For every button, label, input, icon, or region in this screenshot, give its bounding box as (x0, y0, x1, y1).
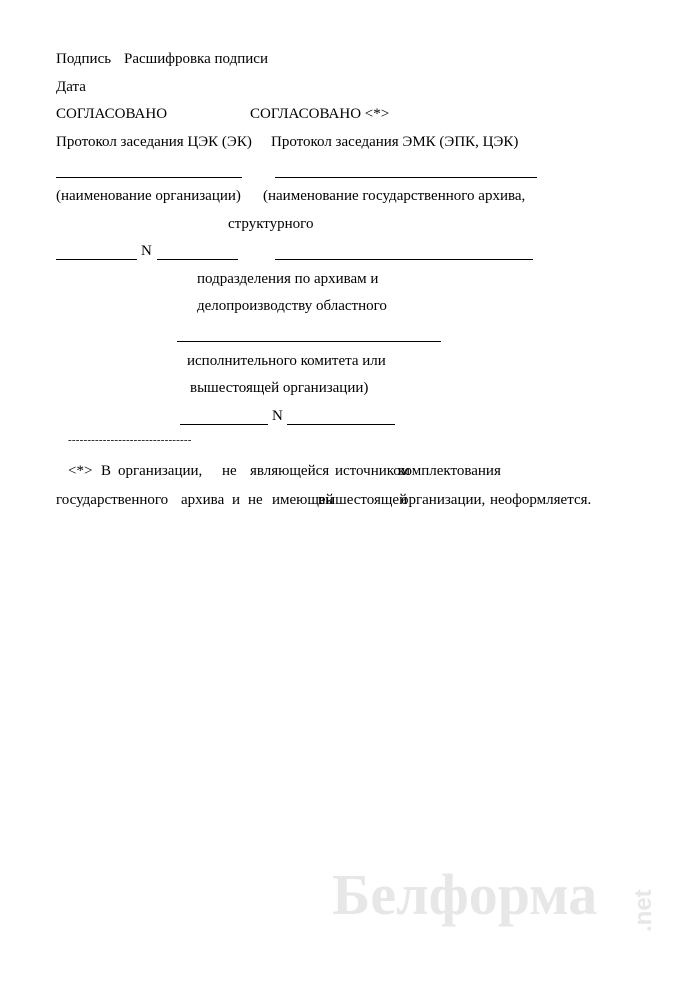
footnote-word: вышестоящей (318, 492, 408, 508)
signature-label: Подпись (56, 51, 112, 67)
archive-caption-line-5: исполнительного комитета или (187, 353, 386, 369)
approval-left-title: СОГЛАСОВАНО (56, 106, 168, 122)
approval-right-protocol: Протокол заседания ЭМК (ЭПК, ЦЭК) (271, 134, 519, 150)
footnote-word: являющейся (250, 463, 330, 479)
footnote-word: архива (181, 492, 225, 508)
signature-decode-label: Расшифровка подписи (124, 51, 268, 67)
footnote-word: организации, (401, 492, 486, 508)
committee-name-blank-line (177, 341, 441, 342)
org-name-caption: (наименование организации) (56, 188, 241, 204)
footnote-word: не (248, 492, 263, 508)
watermark-suffix: .net (630, 889, 657, 932)
archive-name-blank-line-2 (275, 259, 533, 260)
org-name-blank-line (56, 177, 242, 178)
approval-left-protocol: Протокол заседания ЦЭК (ЭК) (56, 134, 252, 150)
footnote-word: комплектования (398, 463, 501, 479)
left-number-blank-line (157, 259, 238, 260)
footnote-word: и (232, 492, 241, 508)
archive-caption-line-2: структурного (228, 216, 314, 232)
right-number-blank-line (287, 424, 395, 425)
footnote-word: имеющей (272, 492, 334, 508)
archive-caption-line-6: вышестоящей организации) (190, 380, 369, 396)
footnote-word: не (222, 463, 237, 479)
date-label: Дата (56, 79, 86, 95)
archive-name-blank-line (275, 177, 537, 178)
watermark-logo: Белформа (332, 862, 598, 927)
footnote-word: источником (335, 463, 410, 479)
archive-caption-line-1: (наименование государственного архива, (263, 188, 526, 204)
archive-caption-line-3: подразделения по архивам и (197, 271, 379, 287)
left-number-sign: N (141, 243, 152, 259)
footnote-separator: -------------------------------- (68, 434, 192, 446)
left-date-blank-line (56, 259, 137, 260)
archive-caption-line-4: делопроизводству областного (197, 298, 387, 314)
approval-right-title: СОГЛАСОВАНО <*> (250, 106, 390, 122)
footnote-word: государственного (56, 492, 169, 508)
right-number-sign: N (272, 408, 283, 424)
footnote-word: организации, (118, 463, 203, 479)
right-date-blank-line (180, 424, 268, 425)
footnote-marker: <*> (68, 463, 93, 479)
footnote-word: неоформляется. (490, 492, 592, 508)
footnote-word: В (101, 463, 112, 479)
